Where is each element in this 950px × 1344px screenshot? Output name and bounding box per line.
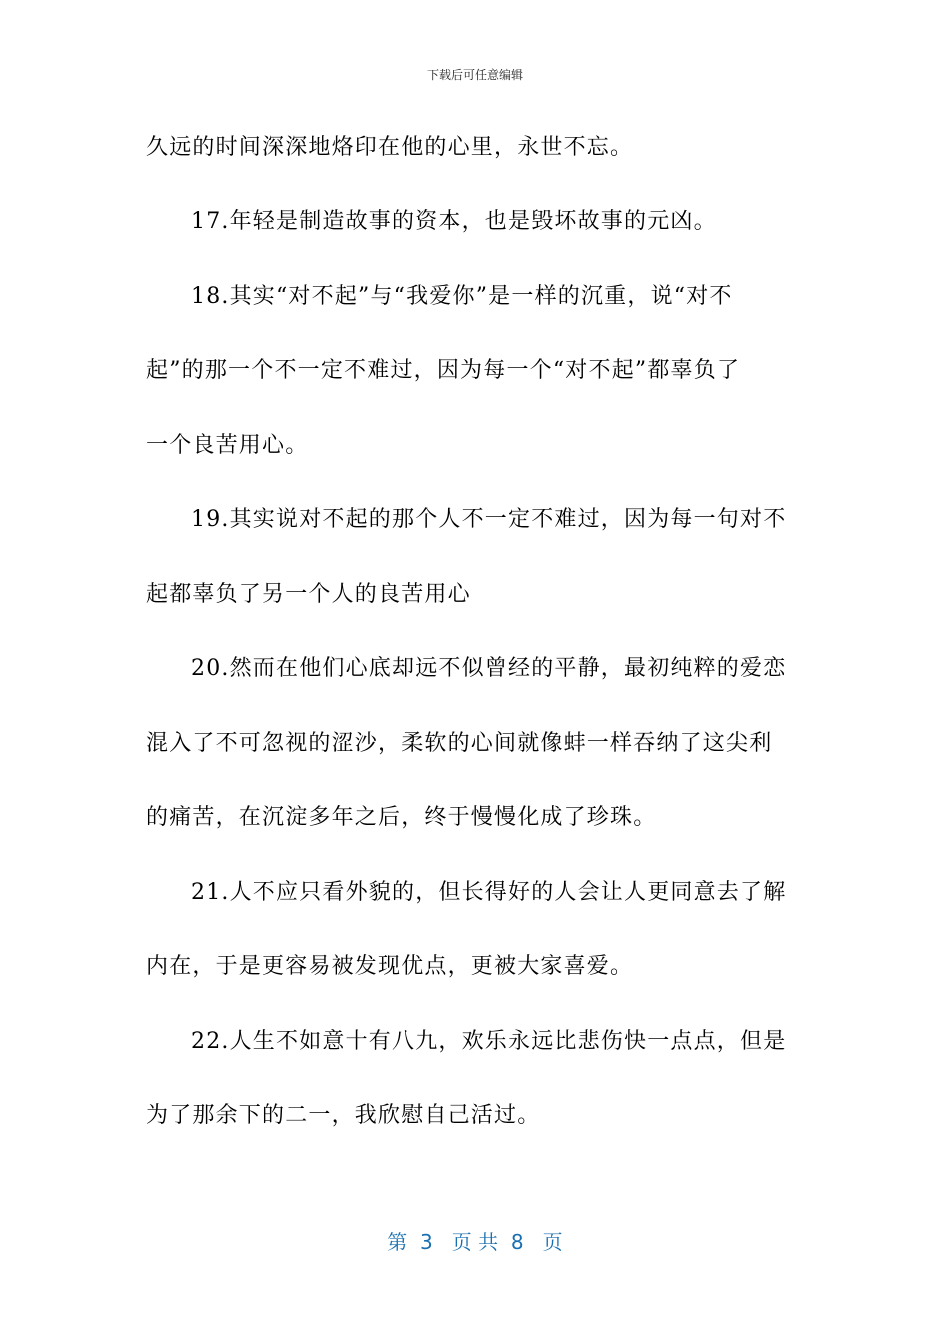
text-line-2: 17.年轻是制造故事的资本，也是毁坏故事的元凶。: [191, 209, 717, 234]
text-line-14: 为了那余下的二一，我欣慰自己活过。: [146, 1103, 541, 1128]
text-line-12: 内在，于是更容易被发现优点，更被大家喜爱。: [146, 954, 634, 979]
text-line-13: 22.人生不如意十有八九，欢乐永远比悲伤快一点点，但是: [191, 1029, 787, 1054]
page-footer: 第 3 页 共 8 页: [387, 1230, 563, 1254]
text-line-10: 的痛苦，在沉淀多年之后，终于慢慢化成了珍珠。: [146, 805, 657, 830]
text-line-8: 20.然而在他们心底却远不似曾经的平静，最初纯粹的爱恋: [191, 656, 787, 681]
text-line-1: 久远的时间深深地烙印在他的心里，永世不忘。: [146, 135, 634, 160]
text-line-9: 混入了不可忽视的涩沙，柔软的心间就像蚌一样吞纳了这尖利: [146, 731, 773, 756]
text-line-3: 18.其实“对不起”与“我爱你”是一样的沉重，说“对不: [191, 284, 733, 309]
text-line-7: 起都辜负了另一个人的良苦用心: [146, 582, 471, 607]
text-line-5: 一个良苦用心。: [146, 433, 309, 458]
text-line-11: 21.人不应只看外貌的，但长得好的人会让人更同意去了解: [191, 880, 787, 905]
page-header: 下载后可任意编辑: [426, 68, 523, 82]
text-line-6: 19.其实说对不起的那个人不一定不难过，因为每一句对不: [191, 507, 787, 532]
text-line-4: 起”的那一个不一定不难过，因为每一个“对不起”都辜负了: [146, 358, 741, 383]
